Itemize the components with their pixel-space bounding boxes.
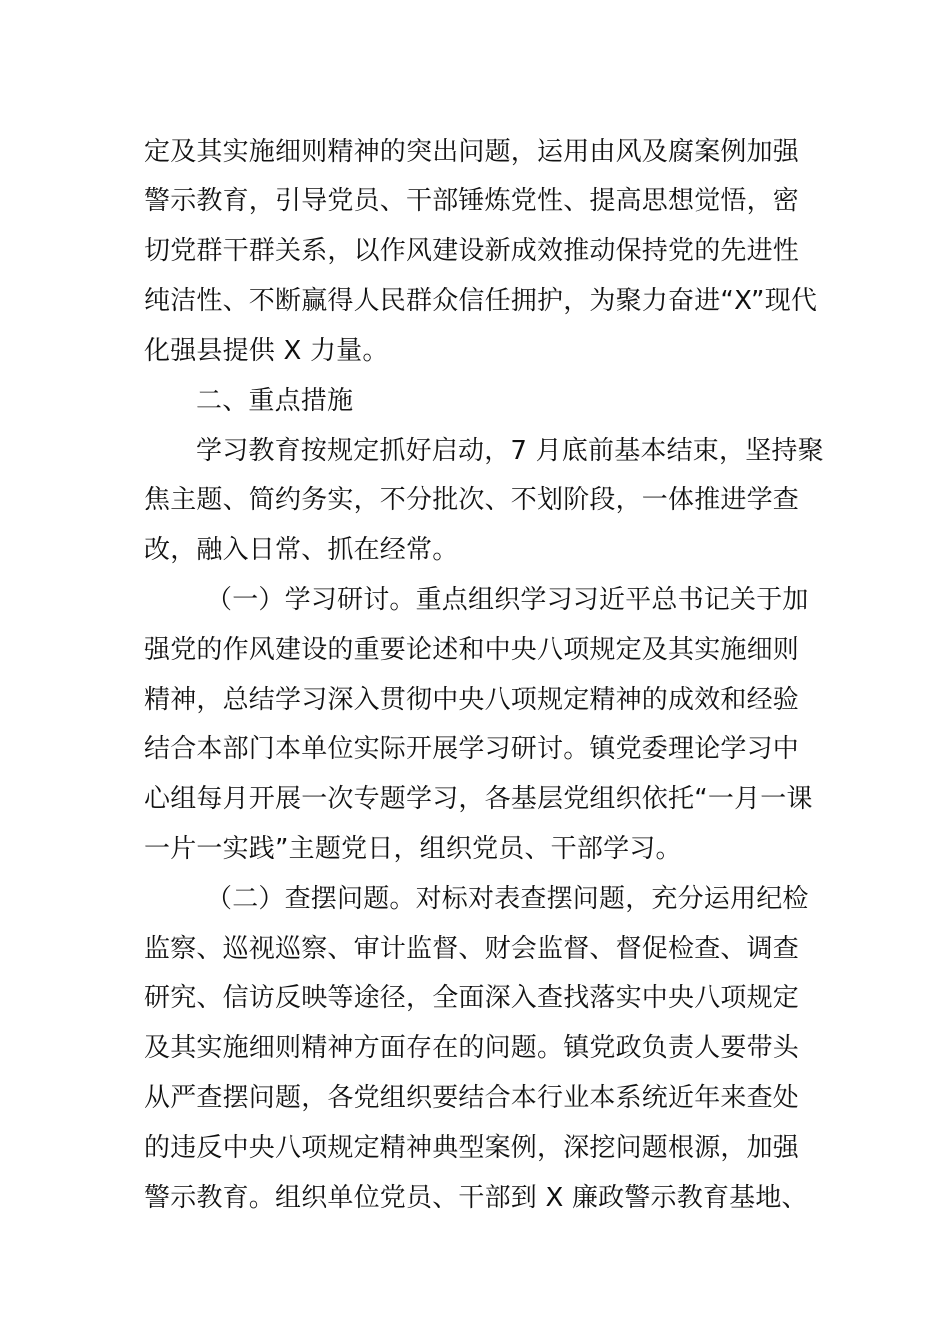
text-line: 定及其实施细则精神的突出问题，运用由风及腐案例加强 [144,137,800,167]
text-line: 纯洁性、不断赢得人民群众信任拥护，为聚力奋进“X”现代 [144,286,818,316]
text-line: 一片一实践”主题党日，组织党员、干部学习。 [144,834,682,864]
text-line: 精神，总结学习深入贯彻中央八项规定精神的成效和经验 [144,685,800,715]
text-line: 结合本部门本单位实际开展学习研讨。镇党委理论学习中 [144,734,800,764]
text-line: 切党群干群关系，以作风建设新成效推动保持党的先进性 [144,236,800,266]
text-line: 学习教育按规定抓好启动，7 月底前基本结束，坚持聚 [196,436,824,466]
text-line: 焦主题、简约务实，不分批次、不划阶段，一体推进学查 [144,485,800,515]
text-line: 研究、信访反映等途径，全面深入查找落实中央八项规定 [144,983,800,1013]
text-line: 监察、巡视巡察、审计监督、财会监督、督促检查、调查 [144,934,800,964]
text-line: 的违反中央八项规定精神典型案例，深挖问题根源，加强 [144,1133,800,1163]
text-line: 心组每月开展一次专题学习，各基层党组织依托“一月一课 [144,784,813,814]
text-line: 化强县提供 X 力量。 [144,336,389,366]
subsection-line: （一）学习研讨。重点组织学习习近平总书记关于加 [206,585,809,615]
text-line: 改，融入日常、抓在经常。 [144,535,459,565]
text-line: 及其实施细则精神方面存在的问题。镇党政负责人要带头 [144,1033,800,1063]
subsection-line: （二）查摆问题。对标对表查摆问题，充分运用纪检 [206,884,809,914]
section-heading: 二、重点措施 [196,386,354,416]
text-line: 警示教育，引导党员、干部锤炼党性、提高思想觉悟，密 [144,186,800,216]
text-line: 从严查摆问题，各党组织要结合本行业本系统近年来查处 [144,1083,800,1113]
text-line: 强党的作风建设的重要论述和中央八项规定及其实施细则 [144,635,800,665]
text-line: 警示教育。组织单位党员、干部到 X 廉政警示教育基地、 [144,1183,808,1213]
